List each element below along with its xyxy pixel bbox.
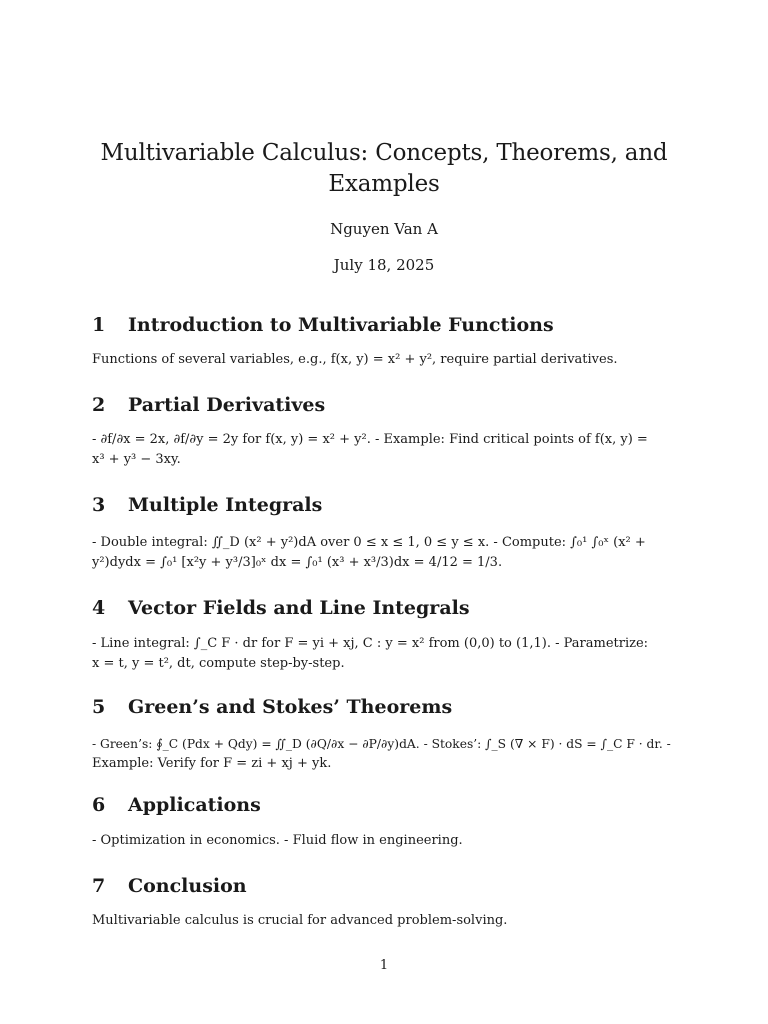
section-number: 2 (92, 394, 106, 416)
section-3-heading (92, 494, 676, 516)
section-number: 6 (92, 794, 106, 816)
section-number: 5 (92, 696, 106, 718)
section-6-body (92, 831, 676, 851)
body-line: - Optimization in economics. - Fluid flow in engineering. (92, 833, 463, 848)
document-author: Nguyen Van A (330, 220, 438, 238)
section-title: Vector Fields and Line Integrals (128, 597, 470, 619)
body-line: - Green’s: ∮_C (Pdx + Qdy) = ∬_D (∂Q/∂x − ∂P/∂y)dA. - Stokes’: ∫_S (∇ × F) · dS = ∫_C F · dr. - (92, 737, 671, 751)
document-title-line-2: Examples (328, 171, 440, 197)
section-4-body (92, 634, 676, 674)
document-date: July 18, 2025 (333, 256, 435, 274)
body-line: Multivariable calculus is crucial for advanced problem-solving. (92, 913, 508, 928)
body-line: Functions of several variables, e.g., f(x, y) = x² + y², require partial derivatives. (92, 352, 618, 367)
section-title: Green’s and Stokes’ Theorems (128, 696, 453, 718)
section-1-body (92, 350, 676, 370)
section-title: Multiple Integrals (128, 494, 323, 516)
section-title: Conclusion (128, 875, 247, 897)
section-1-heading (92, 314, 676, 336)
body-line: y²)dydx = ∫₀¹ [x²y + y³/3]₀ˣ dx = ∫₀¹ (x³ + x³/3)dx = 4/12 = 1/3. (92, 555, 503, 570)
section-5-heading (92, 696, 676, 718)
body-line: x³ + y³ − 3xy. (92, 452, 181, 467)
body-line: - Line integral: ∫_C F · dr for F = yi + xj, C : y = x² from (0,0) to (1,1). - Parametrize: (92, 636, 649, 651)
body-line: - ∂f/∂x = 2x, ∂f/∂y = 2y for f(x, y) = x² + y². - Example: Find critical points of f(x, y) = (92, 432, 648, 447)
body-line: x = t, y = t², dt, compute step-by-step. (92, 656, 345, 671)
section-4-heading (92, 597, 676, 619)
section-number: 1 (92, 314, 106, 336)
page-number: 1 (379, 958, 389, 973)
document-title (92, 138, 676, 200)
section-number: 7 (92, 875, 106, 897)
section-number: 4 (92, 597, 106, 619)
document-title-line-1: Multivariable Calculus: Concepts, Theorems, and (100, 140, 668, 166)
section-3-body (92, 533, 676, 573)
body-line: Example: Verify for F = zi + xj + yk. (92, 756, 332, 771)
section-5-body (92, 734, 676, 774)
section-title: Applications (128, 794, 261, 816)
section-7-heading (92, 875, 676, 897)
section-2-body (92, 430, 676, 470)
section-2-heading (92, 394, 676, 416)
section-title: Introduction to Multivariable Functions (128, 314, 554, 336)
section-7-body (92, 911, 676, 931)
section-number: 3 (92, 494, 106, 516)
section-6-heading (92, 794, 676, 816)
body-line: - Double integral: ∬_D (x² + y²)dA over 0 ≤ x ≤ 1, 0 ≤ y ≤ x. - Compute: ∫₀¹ ∫₀ˣ (x² + (92, 535, 646, 550)
section-title: Partial Derivatives (128, 394, 326, 416)
